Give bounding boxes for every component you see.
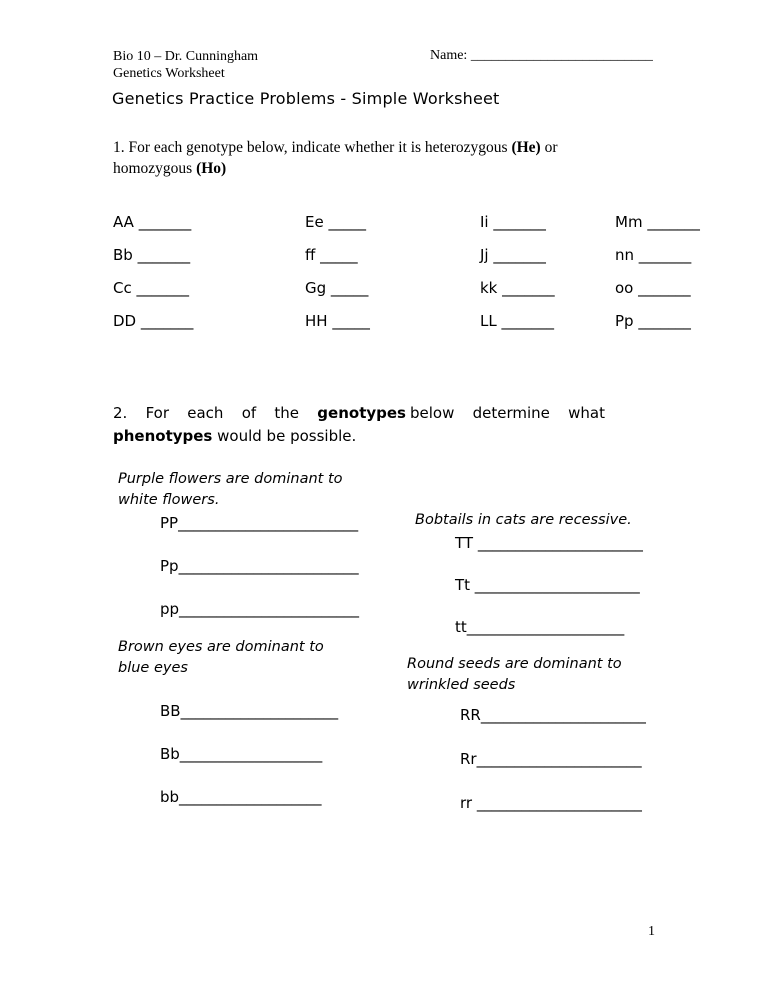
genotype-item-Ee: Ee _____ — [305, 213, 366, 231]
prompt-line: Bobtails in cats are recessive. — [415, 512, 632, 528]
prompt-line: blue eyes — [118, 660, 188, 676]
q1-or: or — [540, 139, 558, 156]
brown-eyes-prompt — [118, 637, 338, 679]
header-left — [113, 48, 258, 82]
question-1 — [113, 137, 673, 179]
blank-bb: bb___________________ — [160, 788, 322, 806]
q2-genotypes-bold: genotypes — [317, 404, 406, 422]
q1-ho-bold: (Ho) — [196, 160, 227, 177]
course-title: Bio 10 – Dr. Cunningham — [113, 49, 259, 64]
blank-TT: TT ______________________ — [455, 534, 643, 552]
blank-tt: tt_____________________ — [455, 618, 625, 636]
purple-flowers-prompt — [118, 469, 359, 511]
prompt-line: Round seeds are dominant to — [407, 656, 622, 672]
genotype-grid — [113, 206, 755, 338]
section-round-seeds — [407, 654, 646, 813]
page-number: 1 — [648, 924, 655, 939]
blank-rr: rr ______________________ — [460, 794, 642, 812]
q2-phenotypes-bold: phenotypes — [113, 427, 213, 445]
q1-text-1: 1. For each genotype below, indicate whether it is heterozygous — [113, 139, 512, 156]
genotype-item-Mm: Mm _______ — [615, 213, 700, 231]
blank-Pp: Pp________________________ — [160, 557, 359, 575]
q2-text-3: would be possible. — [212, 427, 357, 445]
bobtail-prompt — [415, 510, 643, 531]
genotype-item-AA: AA _______ — [113, 213, 192, 231]
blank-BB: BB_____________________ — [160, 702, 339, 720]
genotype-item-Bb: Bb _______ — [113, 246, 191, 264]
q2-text-2: below determine what — [409, 404, 605, 422]
blank-PP: PP________________________ — [160, 514, 359, 532]
blank-Bb: Bb___________________ — [160, 745, 323, 763]
round-seeds-prompt — [407, 654, 646, 696]
prompt-line: wrinkled seeds — [407, 677, 516, 693]
worksheet-subtitle: Genetics Worksheet — [113, 66, 225, 81]
genotype-item-Pp: Pp _______ — [615, 312, 691, 330]
q2-line-2 — [113, 425, 605, 448]
genotype-item-DD: DD _______ — [113, 312, 194, 330]
genotype-item-LL: LL _______ — [480, 312, 554, 330]
q2-text-1: 2. For each of the — [113, 404, 300, 422]
section-purple-flowers — [118, 469, 359, 619]
name-blank: Name: __________________________ — [430, 48, 653, 63]
question-2 — [113, 402, 605, 448]
prompt-line: white flowers. — [118, 492, 220, 508]
q1-he-bold: (He) — [511, 139, 541, 156]
genotype-item-HH: HH _____ — [305, 312, 370, 330]
genotype-item-Gg: Gg _____ — [305, 279, 369, 297]
blank-pp: pp________________________ — [160, 600, 360, 618]
page-title: Genetics Practice Problems - Simple Worksheet — [112, 89, 500, 108]
blank-RR: RR______________________ — [460, 706, 646, 724]
genotype-item-ff: ff _____ — [305, 246, 358, 264]
genotype-item-oo: oo _______ — [615, 279, 691, 297]
genotype-item-Ii: Ii _______ — [480, 213, 546, 231]
genotype-item-kk: kk _______ — [480, 279, 555, 297]
genotype-item-nn: nn _______ — [615, 246, 692, 264]
genotype-item-Jj: Jj _______ — [480, 246, 546, 264]
genotype-item-Cc: Cc _______ — [113, 279, 189, 297]
section-bobtail-cats — [415, 510, 643, 637]
blank-Rr: Rr______________________ — [460, 750, 642, 768]
blank-Tt: Tt ______________________ — [455, 576, 640, 594]
q2-line-1 — [113, 402, 605, 425]
prompt-line: Brown eyes are dominant to — [118, 639, 324, 655]
prompt-line: Purple flowers are dominant to — [118, 471, 343, 487]
q1-text-2: homozygous — [113, 160, 197, 177]
section-brown-eyes — [118, 637, 338, 807]
